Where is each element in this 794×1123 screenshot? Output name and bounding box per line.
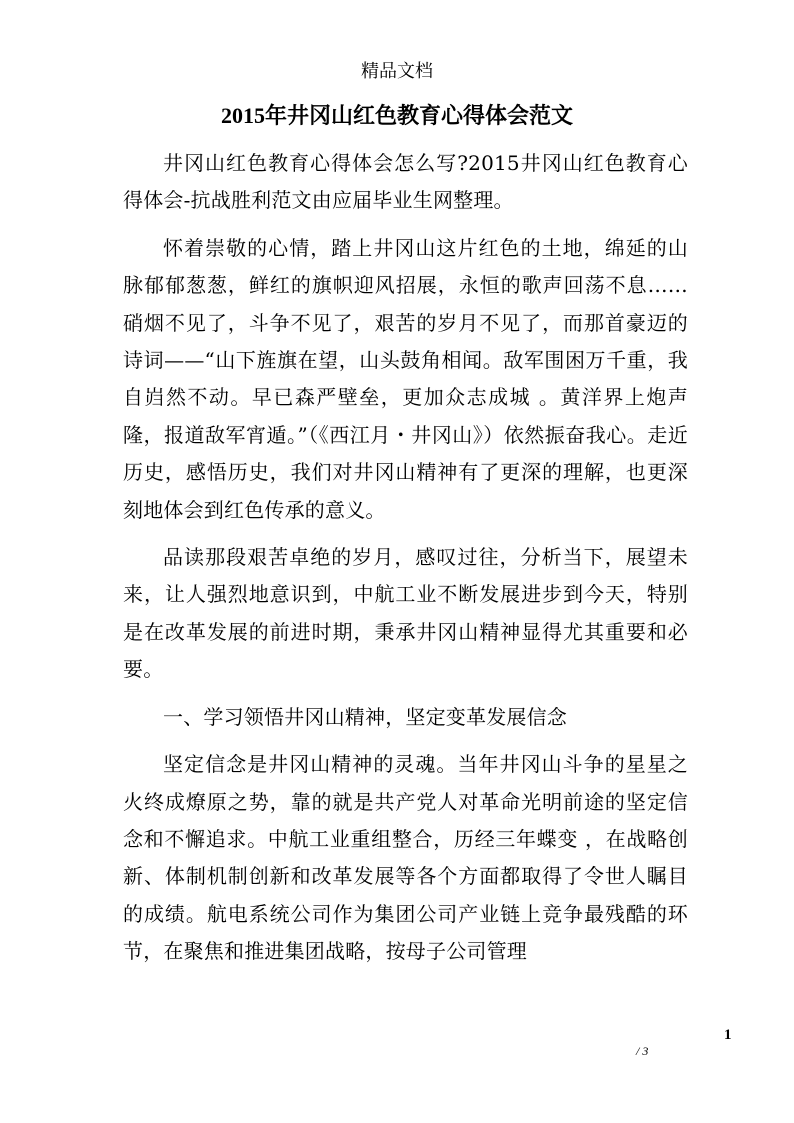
- page-number: 1: [724, 1027, 732, 1043]
- paragraph: 品读那段艰苦卓绝的岁月，感叹过往，分析当下，展望未来，让人强烈地意识到，中航工业不断发展进步到今天，特别是在改革发展的前进时期，秉承井冈山精神显得尤其重要和必要。: [123, 545, 688, 682]
- document-body: [123, 145, 688, 971]
- header-label: 精品文档: [361, 61, 433, 82]
- paragraph: 怀着崇敬的心情，踏上井冈山这片红色的土地，绵延的山脉郁郁葱葱，鲜红的旗帜迎风招展，永恒的歌声回荡不息……硝烟不见了，斗争不见了，艰苦的岁月不见了，而那首豪迈的诗词——“山下旌旗在望，山头鼓角相闻。敌军围困万千重，我自岿然不动。早已森严壁垒，更加众志成城 。黄洋界上炮声隆，报道敌军宵遁。”（《西江月・井冈山》）依然振奋我心。走近历史，感悟历史，我们对井冈山精神有了更深的理解，也更深刻地体会到红色传承的意义。: [123, 235, 688, 522]
- document-title: 2015年井冈山红色教育心得体会范文: [220, 103, 573, 128]
- paragraph: 坚定信念是井冈山精神的灵魂。当年井冈山斗争的星星之火终成燎原之势，靠的就是共产党人对革命光明前途的坚定信念和不懈追求。中航工业重组整合，历经三年蝶变 ，在战略创新、体制机制创新和改革发展等各个方面都取得了令世人瞩目的成绩。航电系统公司作为集团公司产业链上竞争最残酷的环节，在聚焦和推进集团战略，按母子公司管理: [123, 752, 688, 964]
- paragraph-intro: 井冈山红色教育心得体会怎么写?2015井冈山红色教育心得体会-抗战胜利范文由应届毕业生网整理。: [123, 151, 688, 213]
- page-count: / 3: [636, 1044, 649, 1058]
- section-heading: 一、学习领悟井冈山精神，坚定变革发展信念: [163, 704, 567, 729]
